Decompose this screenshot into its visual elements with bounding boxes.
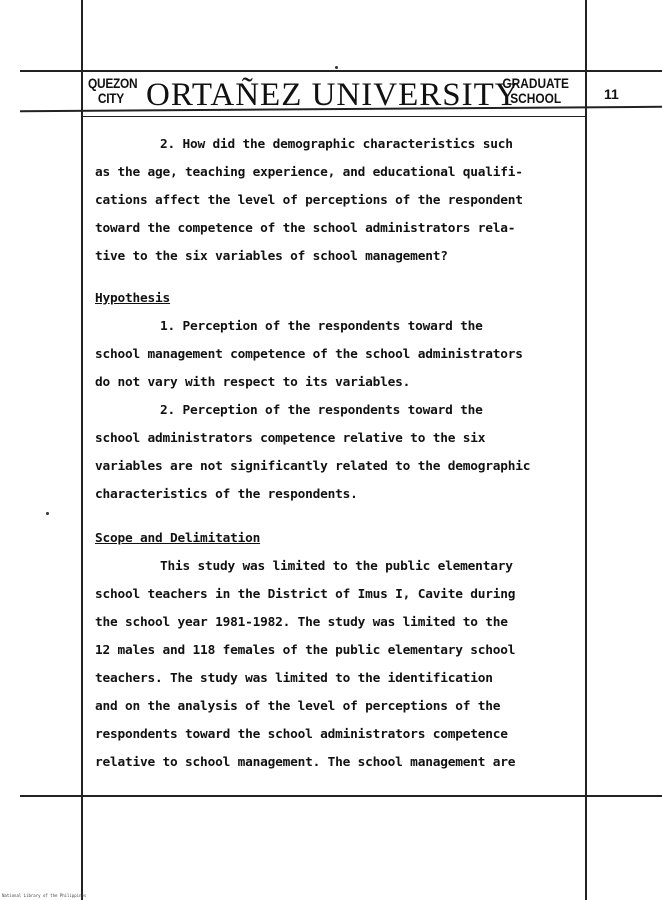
hypothesis-line: school management competence of the school administrators <box>95 347 523 362</box>
scan-footer-note: National Library of the Philippines <box>2 893 87 898</box>
question-line: tive to the six variables of school management? <box>95 249 448 264</box>
header-school-bottom: SCHOOL <box>510 90 562 106</box>
hypothesis-line: variables are not significantly related to the demographic <box>95 459 531 474</box>
scope-line: the school year 1981-1982. The study was limited to the <box>95 615 508 630</box>
scope-line: relative to school management. The school management are <box>95 755 516 770</box>
scope-line: teachers. The study was limited to the identification <box>95 671 493 686</box>
scope-line: This study was limited to the public elementary <box>160 559 513 574</box>
university-title: ORTAÑEZ UNIVERSITY <box>146 77 520 113</box>
header-location-top: QUEZON <box>88 75 138 91</box>
punch-mark <box>335 66 338 69</box>
left-margin-rule <box>81 0 83 900</box>
scope-line: 12 males and 118 females of the public elementary school <box>95 643 516 658</box>
punch-mark <box>46 512 49 515</box>
scope-line: respondents toward the school administrators competence <box>95 727 508 742</box>
question-line: cations affect the level of perceptions of the respondent <box>95 193 523 208</box>
header-top-rule <box>20 70 662 72</box>
question-line: as the age, teaching experience, and educational qualifi- <box>95 165 523 180</box>
header-school-top: GRADUATE <box>502 75 569 91</box>
header-underline <box>83 116 585 117</box>
footer-rule <box>20 795 662 797</box>
hypothesis-line: 2. Perception of the respondents toward the <box>160 403 483 418</box>
scope-line: school teachers in the District of Imus I, Cavite during <box>95 587 516 602</box>
scope-heading: Scope and Delimitation <box>95 531 261 546</box>
header-location <box>88 75 138 106</box>
hypothesis-heading: Hypothesis <box>95 291 171 306</box>
hypothesis-line: 1. Perception of the respondents toward the <box>160 319 483 334</box>
question-line: 2. How did the demographic characteristics such <box>160 137 513 152</box>
header-school <box>500 76 571 106</box>
hypothesis-line: school administrators competence relative to the six <box>95 431 486 446</box>
page-number: 11 <box>604 86 619 102</box>
hypothesis-line: characteristics of the respondents. <box>95 487 358 502</box>
hypothesis-line: do not vary with respect to its variables. <box>95 375 411 390</box>
question-line: toward the competence of the school administrators rela- <box>95 221 516 236</box>
header-location-bottom: CITY <box>97 90 124 106</box>
scope-line: and on the analysis of the level of perceptions of the <box>95 699 501 714</box>
